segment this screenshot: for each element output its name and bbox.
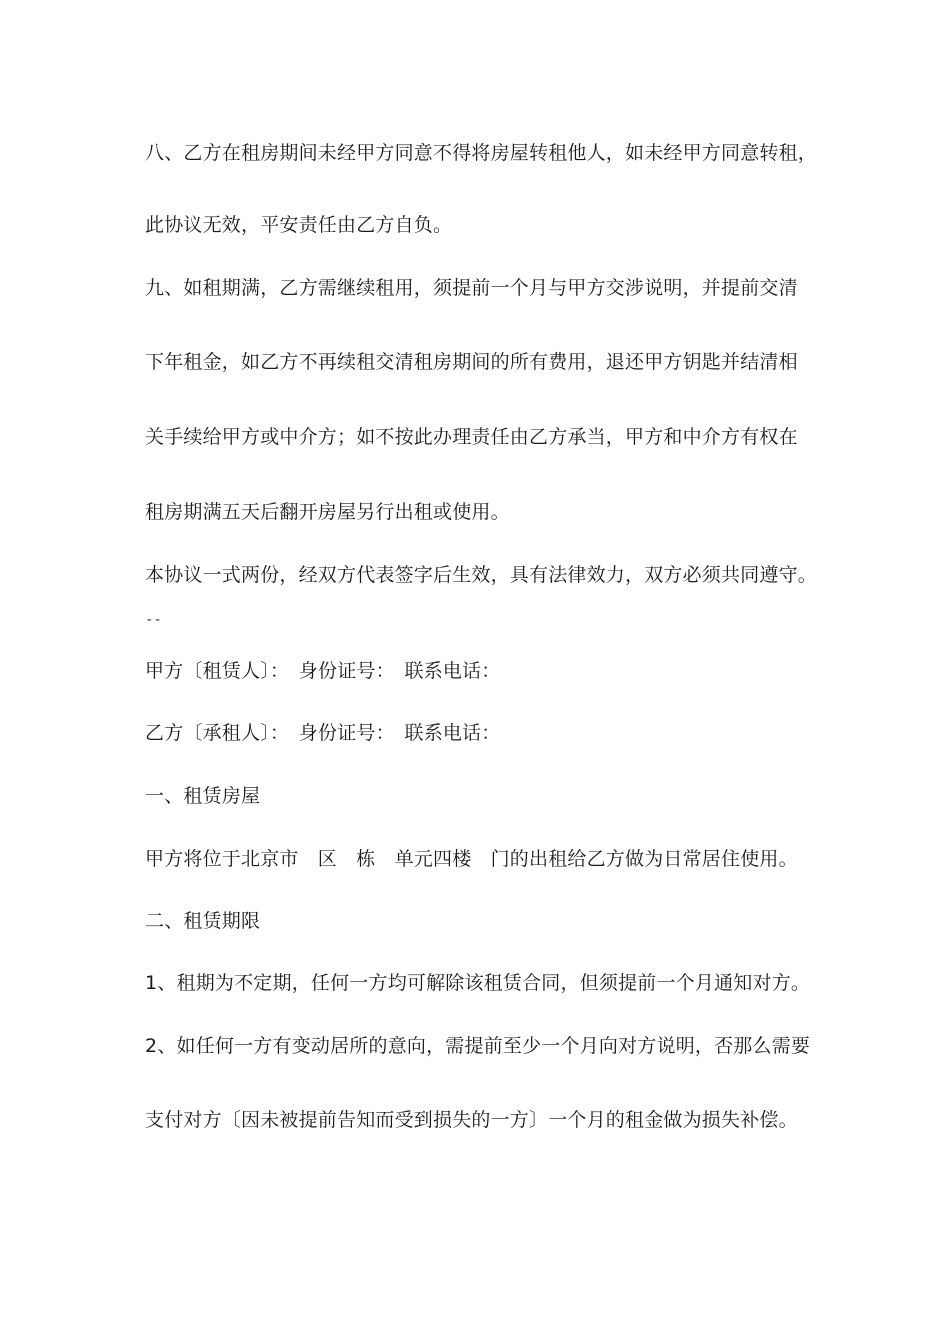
clause-9-line-2: 下年租金，如乙方不再续租交清租房期间的所有费用，退还甲方钥匙并结清相	[145, 351, 798, 373]
clause-9-line-4: 租房期满五天后翻开房屋另行出租或使用。	[145, 501, 510, 523]
party-a-info: 甲方〔租赁人〕： 身份证号： 联系电话：	[145, 660, 501, 682]
section-2-item-2-line-2: 支付对方〔因未被提前告知而受到损失的一方〕一个月的租金做为损失补偿。	[145, 1109, 798, 1131]
section-1-body: 甲方将位于北京市 区 栋 单元四楼 门的出租给乙方做为日常居住使用。	[145, 848, 798, 870]
clause-8-line-2: 此协议无效，平安责任由乙方自负。	[145, 214, 453, 236]
party-b-info: 乙方〔承租人〕： 身份证号： 联系电话：	[145, 722, 501, 744]
clause-8-line-1: 八、乙方在租房期间未经甲方同意不得将房屋转租他人，如未经甲方同意转租，	[145, 142, 818, 164]
section-2-item-2-line-1: 2、如任何一方有变动居所的意向，需提前至少一个月向对方说明，否那么需要	[145, 1035, 811, 1057]
clause-9-line-1: 九、如租期满，乙方需继续租用，须提前一个月与甲方交涉说明，并提前交清	[145, 277, 798, 299]
separator-dashes: --	[145, 612, 162, 628]
section-1-heading: 一、租赁房屋	[145, 785, 261, 807]
section-2-item-1: 1、租期为不定期，任何一方均可解除该租赁合同，但须提前一个月通知对方。	[145, 972, 811, 994]
section-2-heading: 二、租赁期限	[145, 910, 261, 932]
clause-9-line-3: 关手续给甲方或中介方；如不按此办理责任由乙方承当，甲方和中介方有权在	[145, 426, 798, 448]
agreement-copies-statement: 本协议一式两份，经双方代表签字后生效，具有法律效力，双方必须共同遵守。	[145, 564, 818, 586]
